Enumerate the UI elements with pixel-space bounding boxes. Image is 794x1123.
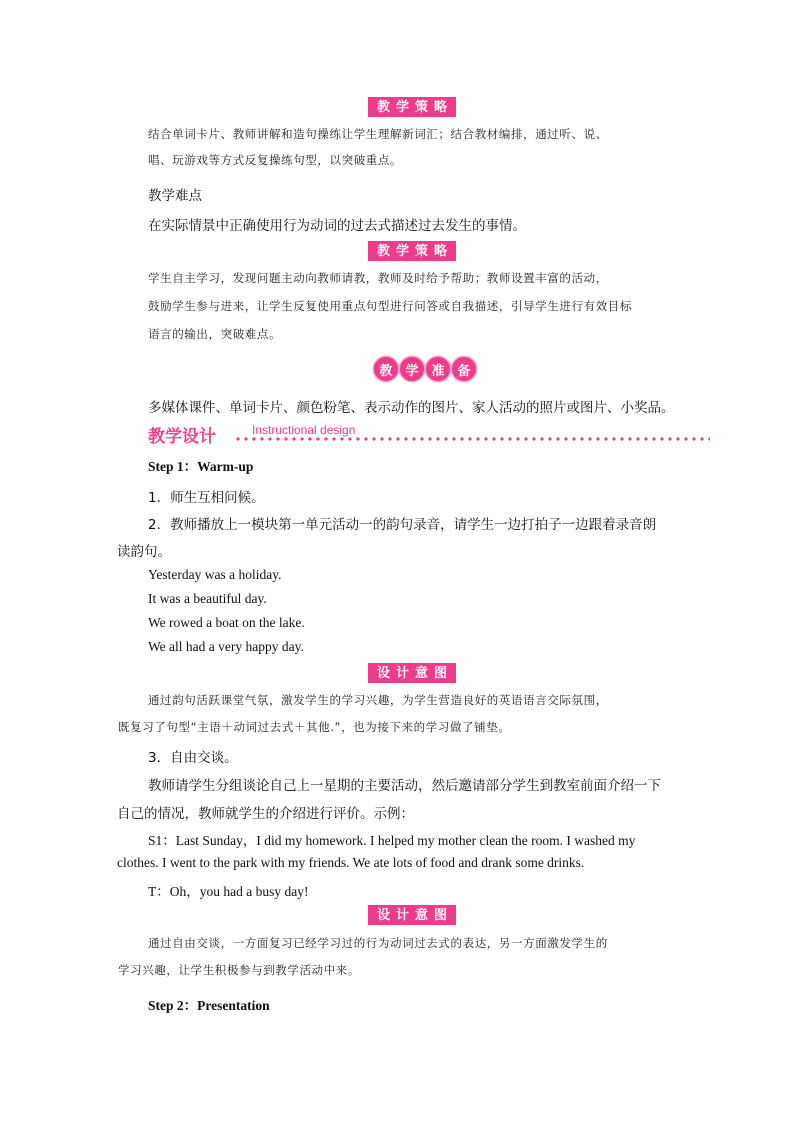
chant-line: Yesterday was a holiday.	[148, 567, 282, 582]
step2-title: Step 2：Presentation	[148, 998, 270, 1013]
intent2-line1: 通过自由交谈，一方面复习已经学习过的行为动词过去式的表达，另一方面激发学生的	[148, 936, 608, 950]
chant-line: We all had a very happy day.	[148, 639, 304, 654]
teaching-strategy-label: 教 学 策 略	[368, 97, 456, 117]
step1-item1: 1．师生互相问候。	[148, 490, 265, 506]
intent2-line2: 学习兴趣，让学生积极参与到教学活动中来。	[118, 963, 360, 977]
strategy2-line2: 鼓励学生参与进来，让学生反复使用重点句型进行问答或自我描述，引导学生进行有效目标	[148, 299, 632, 313]
prep-text: 多媒体课件、单词卡片、颜色粉笔、表示动作的图片、家人活动的照片或图片、小奖品。	[148, 400, 675, 416]
intent1-line2: 既复习了句型“主语＋动词过去式＋其他.”，也为接下来的学习做了铺垫。	[118, 720, 511, 734]
strategy2-line3: 语言的输出，突破难点。	[148, 327, 282, 341]
difficulty-title: 教学难点	[148, 188, 202, 204]
teaching-strategy-label: 教 学 策 略	[368, 241, 456, 261]
dialogue-t-line: T：Oh，you had a busy day!	[148, 884, 309, 899]
design-title-cn: 教学设计	[148, 427, 216, 447]
design-intent-label: 设 计 意 图	[368, 905, 456, 925]
design-intent-label: 设 计 意 图	[368, 663, 456, 683]
step1-item2-line1: 2．教师播放上一模块第一单元活动一的韵句录音，请学生一边打拍子一边跟着录音朗	[148, 517, 657, 533]
dialogue-s1-line1: S1：Last Sunday，I did my homework. I helped my mother clean the room. I washed my	[148, 833, 636, 848]
chant-line: It was a beautiful day.	[148, 591, 267, 606]
step1-title: Step 1：Warm-up	[148, 459, 254, 474]
design-title-en: Instructional design	[252, 423, 356, 437]
teaching-prep-title: 教 学 准 备	[374, 357, 476, 381]
dialogue-s1-line2: clothes. I went to the park with my friends. We ate lots of food and drank some drinks.	[117, 855, 585, 870]
item3-line1: 教师请学生分组谈论自己上一星期的主要活动，然后邀请部分学生到教室前面介绍一下	[148, 778, 661, 794]
item3-line2: 自己的情况，教师就学生的介绍进行评价。示例：	[117, 806, 414, 822]
dotted-divider	[234, 437, 710, 441]
instructional-design-heading	[148, 420, 710, 450]
chant-line: We rowed a boat on the lake.	[148, 615, 305, 630]
strategy2-line1: 学生自主学习，发现问题主动向教师请教，教师及时给予帮助；教师设置丰富的活动，	[148, 271, 608, 285]
intent1-line1: 通过韵句活跃课堂气氛，激发学生的学习兴趣，为学生营造良好的英语语言交际氛围，	[148, 693, 608, 707]
step1-item2-line2: 读韵句。	[117, 544, 171, 560]
strategy1-line1: 结合单词卡片、教师讲解和造句操练让学生理解新词汇；结合教材编排，通过听、说、	[148, 127, 608, 141]
difficulty-text: 在实际情景中正确使用行为动词的过去式描述过去发生的事情。	[148, 218, 526, 234]
strategy1-line2: 唱、玩游戏等方式反复操练句型，以突破重点。	[148, 153, 403, 167]
step1-item3: 3．自由交谈。	[148, 750, 238, 766]
